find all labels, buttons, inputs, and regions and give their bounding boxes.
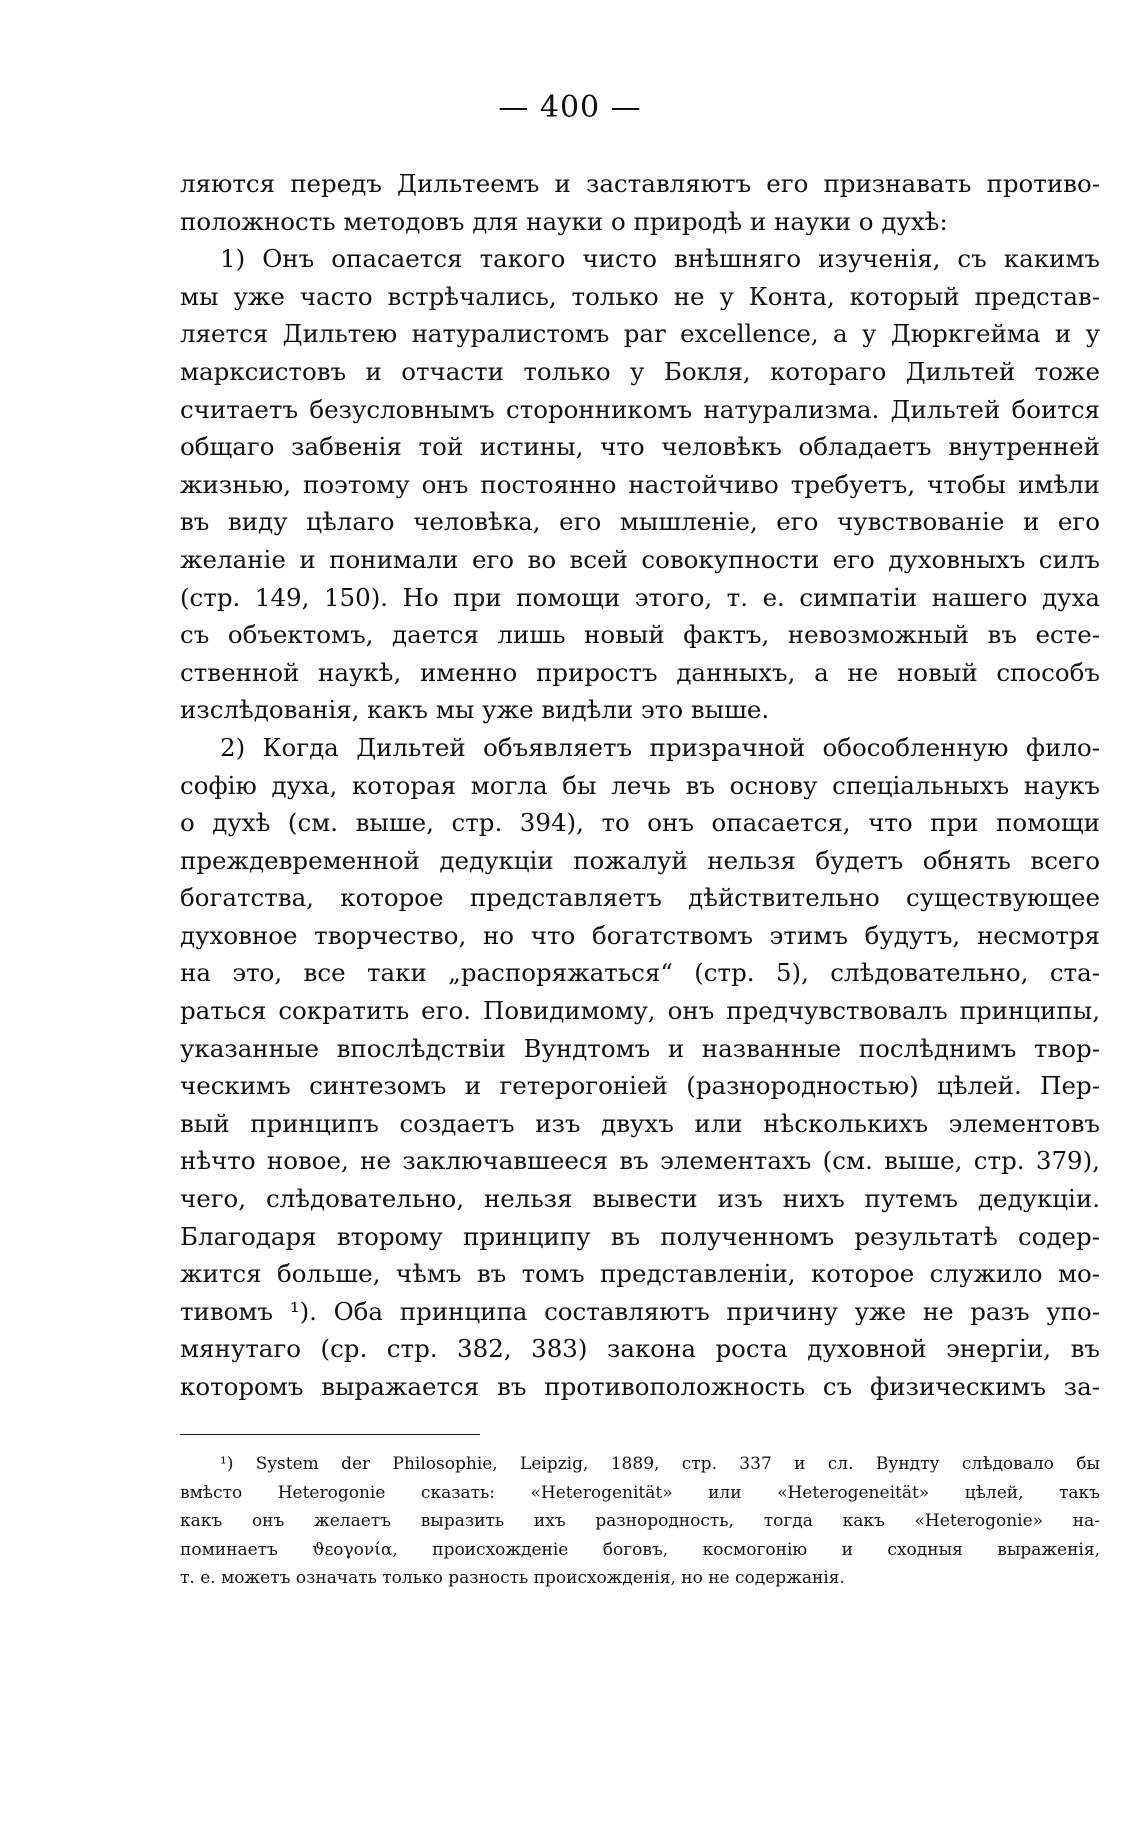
footnote-line: какъ онъ желаетъ выразить ихъ разнородность, тогда какъ «Heterogonie» на- [180,1511,1100,1532]
body-text-line: мы уже часто встрѣчались, только не у Конта, который представ- [180,281,1100,311]
body-text-line: на это, все таки „распоряжаться“ (стр. 5), слѣдовательно, ста- [180,958,1100,988]
body-text-line: которомъ выражается въ противоположность съ физическимъ за- [180,1372,1100,1401]
body-text-line: ляются передъ Дильтеемъ и заставляютъ его признавать противо- [180,169,1100,198]
body-text-line: Благодаря второму принципу въ полученномъ результатѣ содер- [180,1221,1100,1251]
body-text-line: вый принципъ создаетъ изъ двухъ или нѣсколькихъ элементовъ [180,1108,1100,1138]
body-text-line: 1) Онъ опасается такого чисто внѣшняго изученія, съ какимъ [220,244,1100,274]
body-text-line: богатства, которое представляетъ дѣйствительно существующее [180,883,1100,913]
body-text-line: съ объектомъ, дается лишь новый фактъ, невозможный въ есте- [180,620,1100,650]
footnote-divider [180,1434,480,1435]
body-text-line: софію духа, которая могла бы лечь въ основу спеціальныхъ наукъ [180,770,1100,800]
main-text [180,165,1100,1406]
body-text-line: жизнью, поэтому онъ постоянно настойчиво требуетъ, чтобы имѣли [180,469,1100,499]
body-text-line: жится больше, чѣмъ въ томъ представленіи, которое служило мо- [180,1259,1100,1289]
body-text-line: мянутаго (ср. стр. 382, 383) закона роста духовной энергіи, въ [180,1334,1100,1364]
body-text-line: считаетъ безусловнымъ сторонникомъ натурализма. Дильтей боится [180,394,1100,424]
body-text-line: ческимъ синтезомъ и гетерогоніей (разнородностью) цѣлей. Пер- [180,1071,1100,1101]
body-text-line: тивомъ ¹). Оба принципа составляютъ причину уже не разъ упо- [180,1296,1100,1326]
body-text-line: общаго забвенія той истины, что человѣкъ обладаетъ внутренней [180,432,1100,462]
body-text-line: (стр. 149, 150). Но при помощи этого, т. е. симпатіи нашего духа [180,582,1100,612]
body-text-line: указанные впослѣдствіи Вундтомъ и названные послѣднимъ твор- [180,1033,1100,1063]
body-text-line: чего, слѣдовательно, нельзя вывести изъ нихъ путемъ дедукціи. [180,1184,1100,1214]
body-text-line: духовное творчество, но что богатствомъ этимъ будутъ, несмотря [180,920,1100,950]
footnote-line: вмѣсто Heterogonie сказать: «Heterogenität» или «Heterogeneität» цѣлей, такъ [180,1482,1100,1503]
body-text-line: о духѣ (см. выше, стр. 394), то онъ опасается, что при помощи [180,808,1100,838]
footnote-line: т. е. можетъ означать только разность происхожденія, но не содержанія. [180,1568,845,1589]
body-text-line: 2) Когда Дильтей объявляетъ призрачной обособленную фило- [220,732,1100,762]
body-text-line: нѣчто новое, не заключавшееся въ элементахъ (см. выше, стр. 379), [180,1146,1100,1176]
body-text-line: ляется Дильтею натуралистомъ par excellence, а у Дюркгейма и у [180,319,1100,349]
body-text-line: изслѣдованія, какъ мы уже видѣли это выше. [180,695,770,725]
footnotes [180,1450,1100,1593]
body-text-line: марксистовъ и отчасти только у Бокля, котораго Дильтей тоже [180,356,1100,386]
footnote-line: поминаетъ ϑεογονία, происхожденіе боговъ, космогонію и сходныя выраженія, [180,1539,1100,1560]
footnote-line: ¹) System der Philosophie, Leipzig, 1889, стр. 337 и сл. Вундту слѣдовало бы [220,1454,1100,1474]
body-text-line: положность методовъ для науки о природѣ и науки о духѣ: [180,206,948,236]
body-text-line: преждевременной дедукціи пожалуй нельзя будетъ обнять всего [180,845,1100,875]
body-text-line: въ виду цѣлаго человѣка, его мышленіе, его чувствованіе и его [180,507,1100,537]
body-text-line: раться сократить его. Повидимому, онъ предчувствовалъ принципы, [180,996,1100,1026]
page-number: — 400 — [498,90,642,125]
body-text-line: ственной наукѣ, именно приростъ данныхъ, а не новый способъ [180,657,1100,687]
body-text-line: желаніе и понимали его во всей совокупности его духовныхъ силъ [180,544,1100,574]
